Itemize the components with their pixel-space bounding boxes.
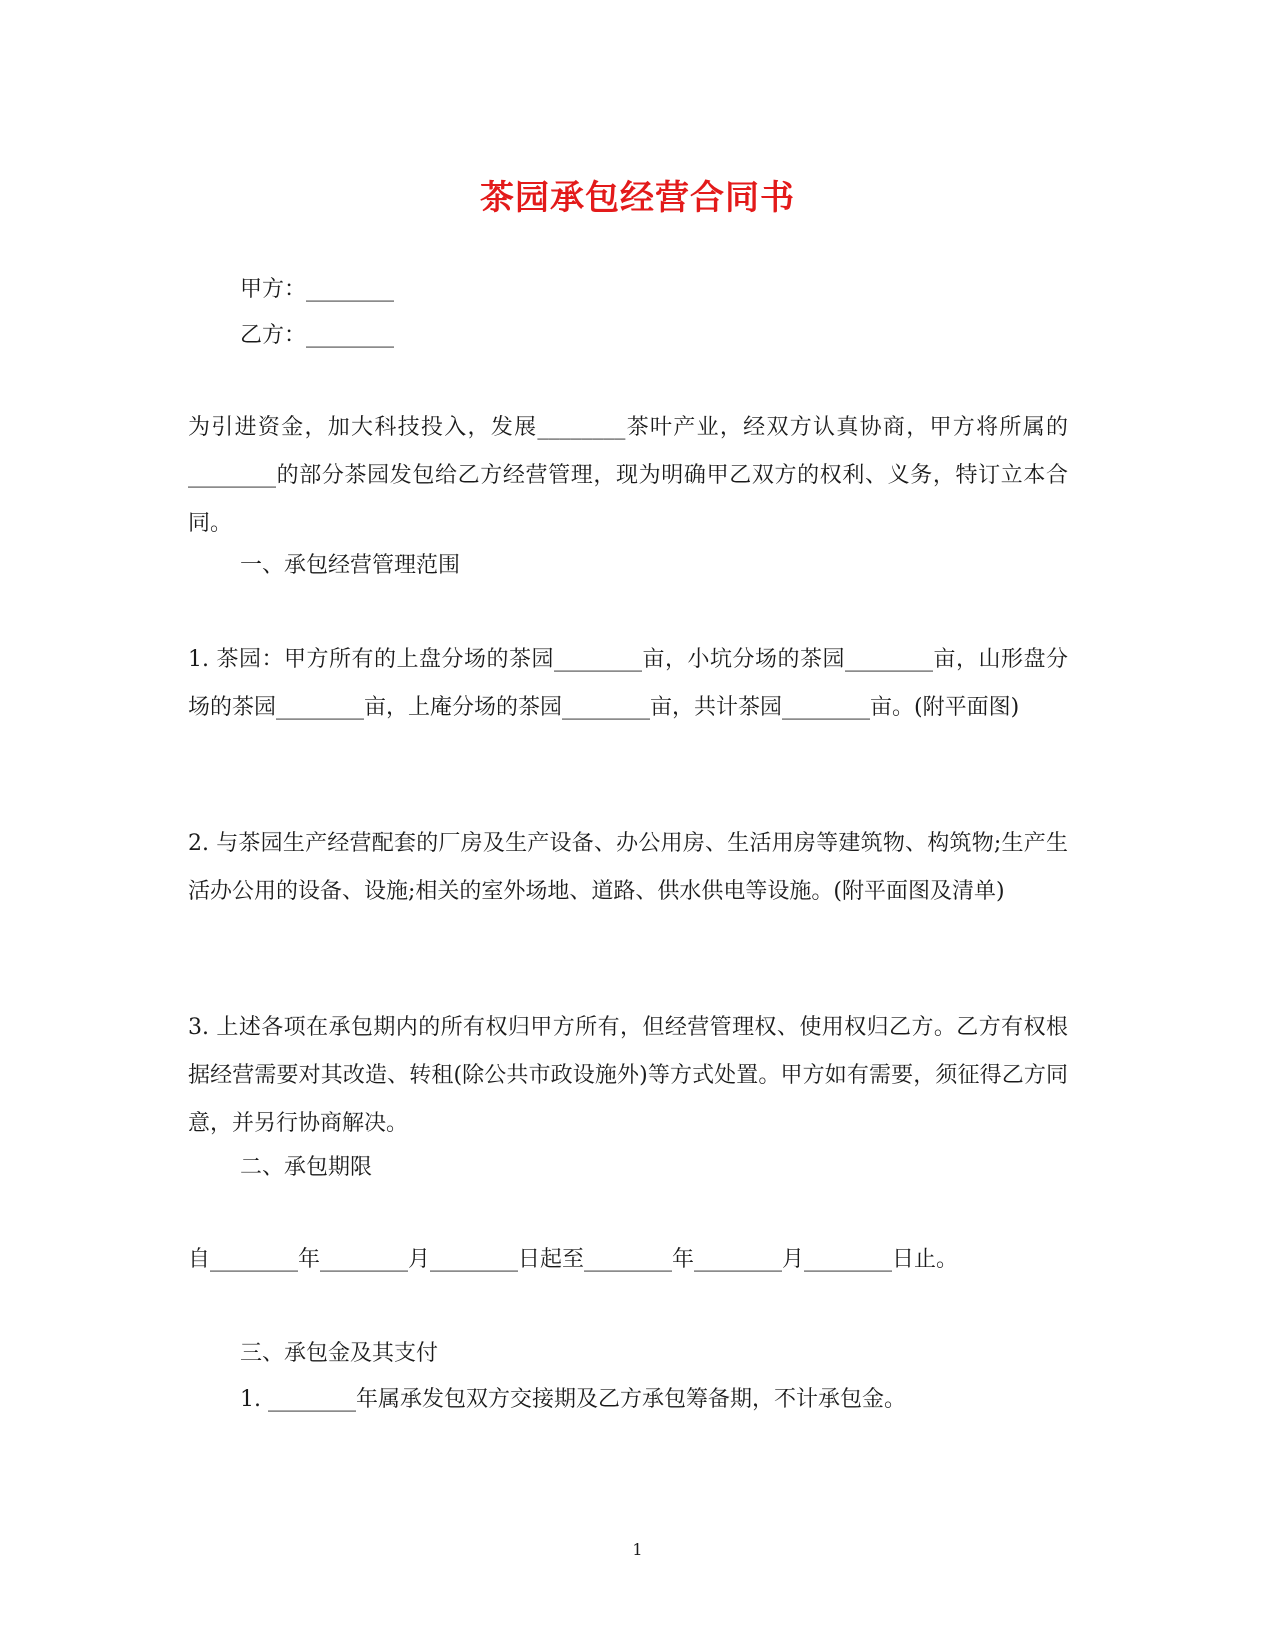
- party-b-line: 乙方：________: [240, 323, 395, 348]
- party-a-line: 甲方：________: [240, 277, 395, 302]
- scope-item-1: 1. 茶园：甲方所有的上盘分场的茶园________亩，小坑分场的茶园________亩，山形盘分场的茶园________亩，上庵分场的茶园________亩，共计茶园________亩。(附平面图): [188, 647, 1068, 720]
- section-heading-term: 二、承包期限: [240, 1155, 373, 1180]
- page-number: 1: [632, 1540, 643, 1559]
- section-heading-scope: 一、承包经营管理范围: [240, 553, 461, 578]
- scope-item-2: 2. 与茶园生产经营配套的厂房及生产设备、办公用房、生活用房等建筑物、构筑物;生产生活办公用的设备、设施;相关的室外场地、道路、供水供电等设施。(附平面图及清单): [188, 831, 1068, 904]
- scope-item-3: 3. 上述各项在承包期内的所有权归甲方所有，但经营管理权、使用权归乙方。乙方有权根据经营需要对其改造、转租(除公共市政设施外)等方式处置。甲方如有需要，须征得乙方同意，并另行协商解决。: [188, 1015, 1068, 1136]
- term-paragraph: 自________年________月________日起至________年________月________日止。: [188, 1247, 959, 1272]
- section-heading-payment: 三、承包金及其支付: [240, 1341, 439, 1366]
- payment-item-1: 1. ________年属承发包双方交接期及乙方承包筹备期，不计承包金。: [240, 1387, 906, 1412]
- intro-paragraph: 为引进资金，加大科技投入，发展________茶叶产业，经双方认真协商，甲方将所属的________的部分茶园发包给乙方经营管理，现为明确甲乙双方的权利、义务，特订立本合同。: [188, 415, 1068, 536]
- document-title: 茶园承包经营合同书: [480, 178, 795, 218]
